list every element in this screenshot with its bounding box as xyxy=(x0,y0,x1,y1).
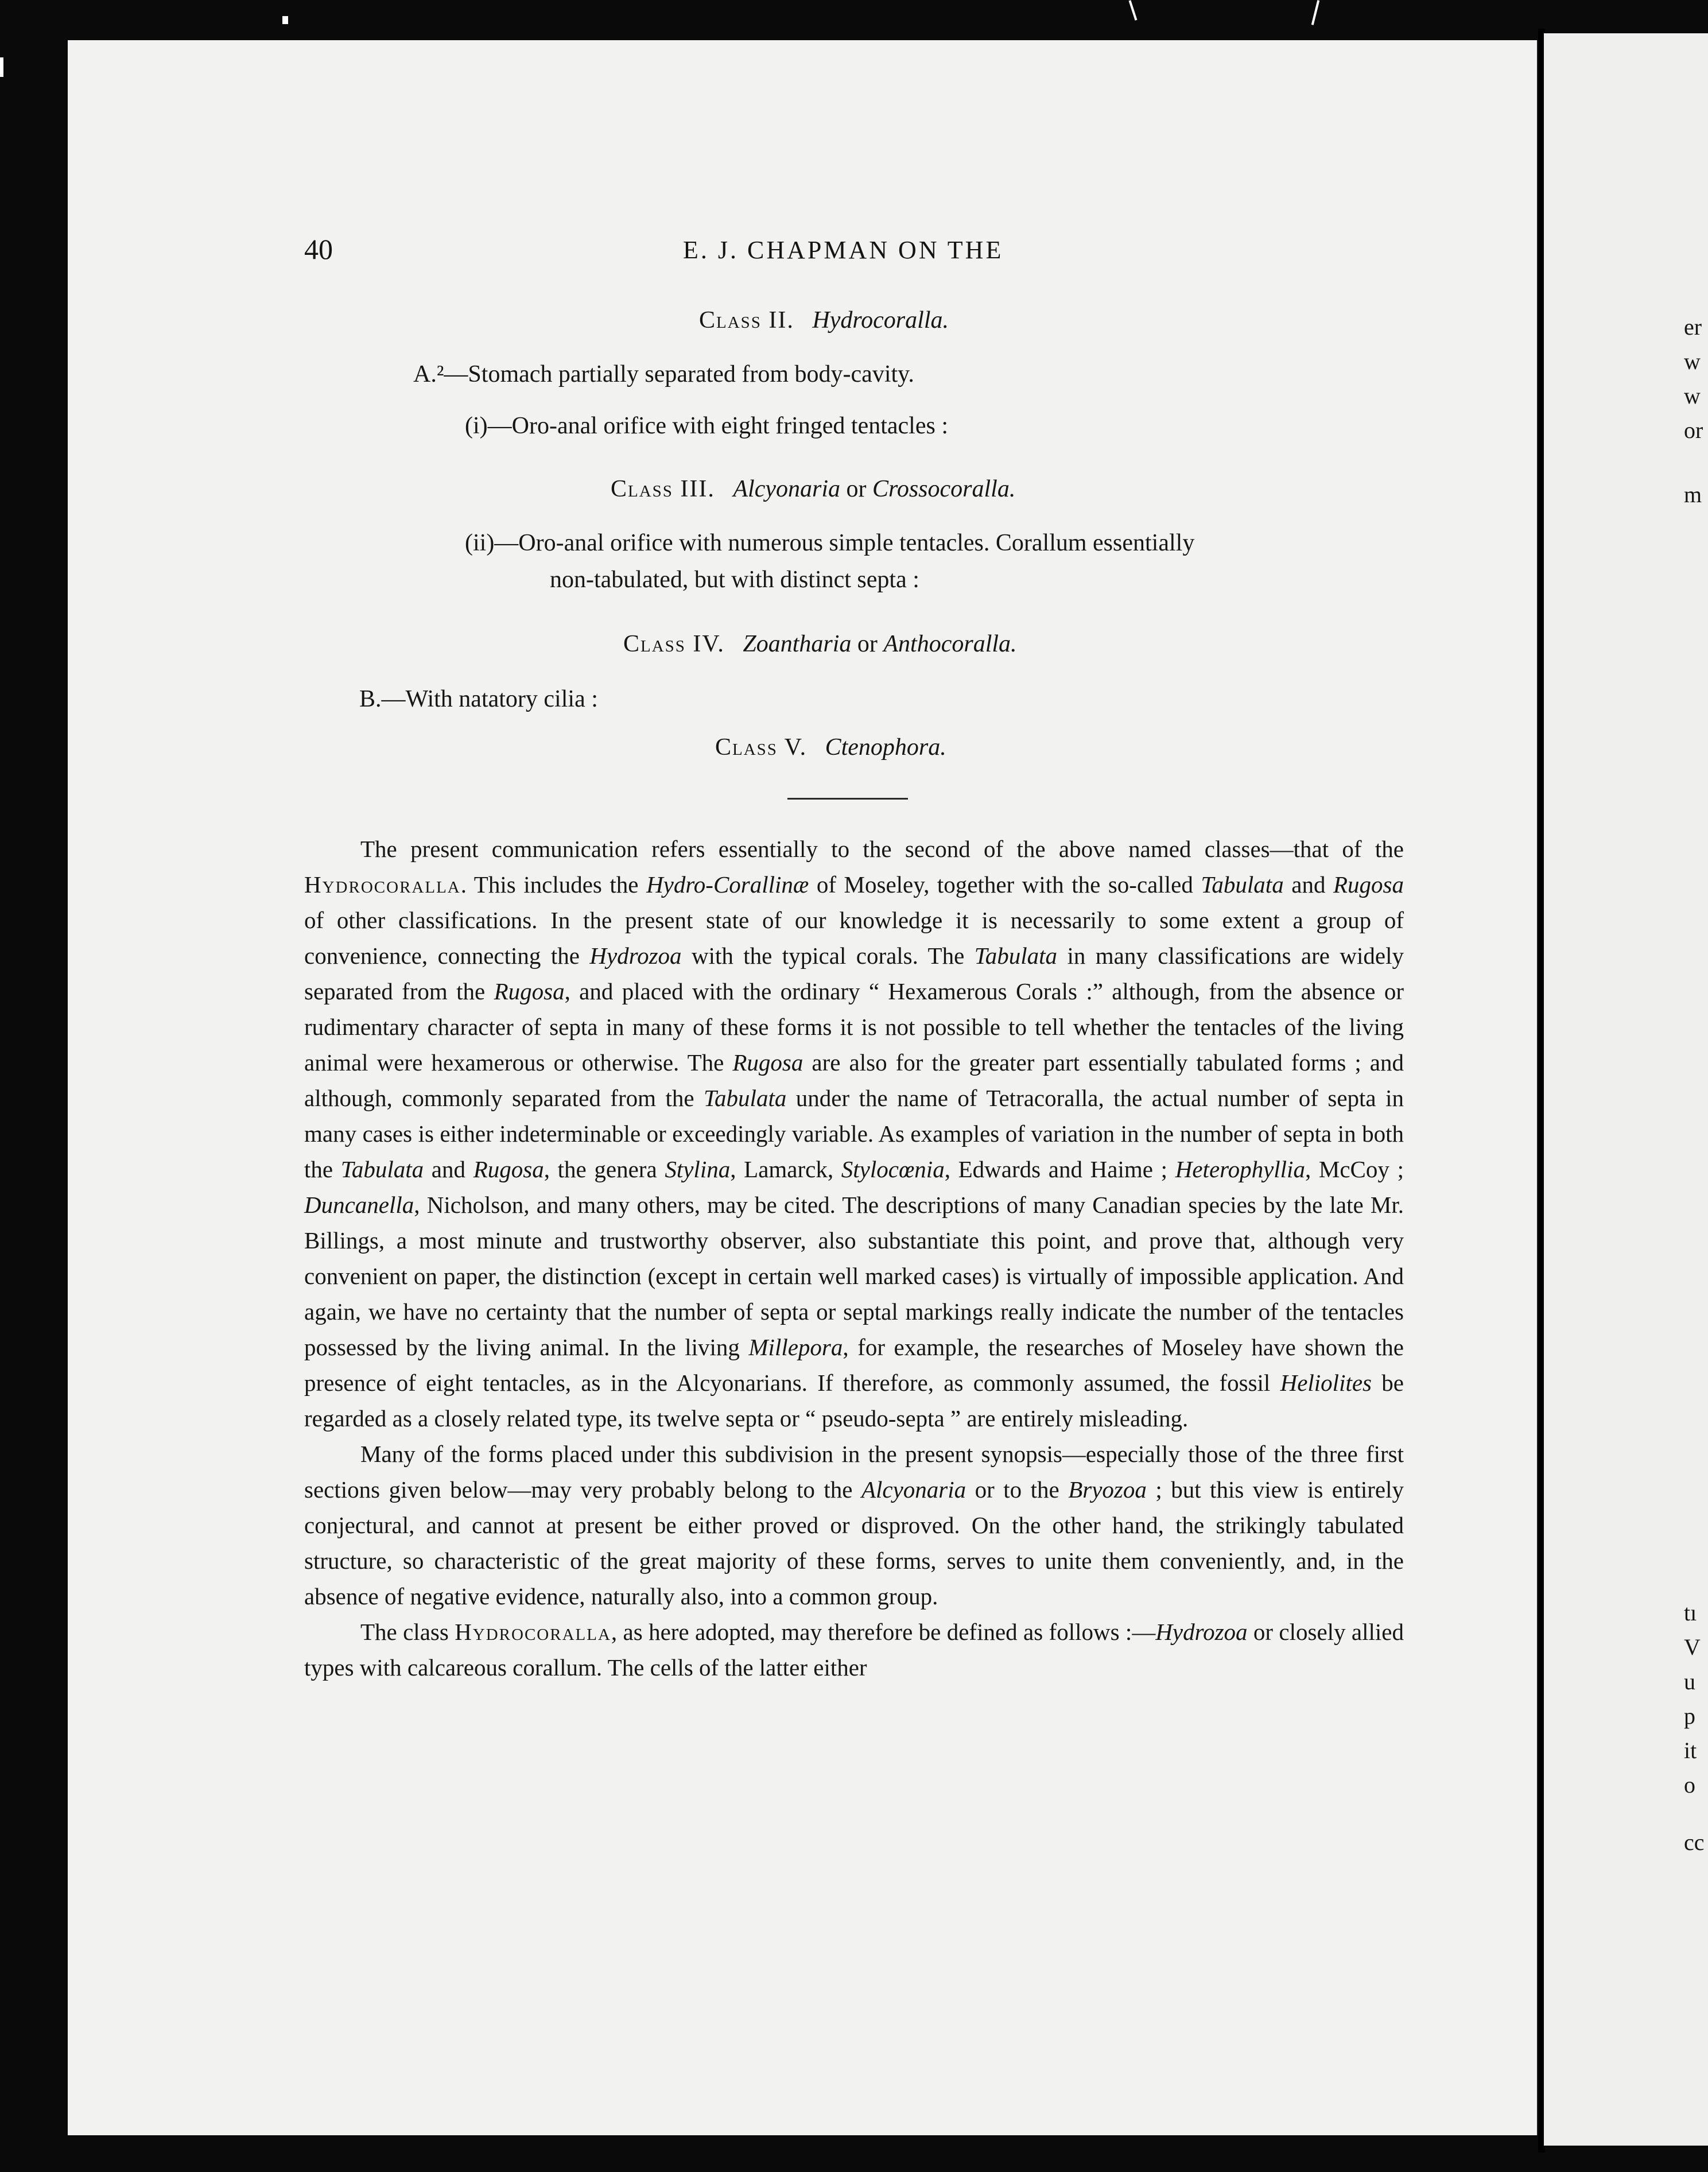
right-page-bottom-fragments xyxy=(1684,1596,1705,1860)
text-run: , Edwards and Haime ; xyxy=(944,1156,1175,1182)
fragment: m xyxy=(1684,482,1702,507)
paragraph-1 xyxy=(304,831,1404,1436)
term-rugosa: Rugosa xyxy=(1333,871,1404,898)
text-run: , and placed with the ordinary “ Hexamerous Corals :” although, from the absence or rudimentary character of septa in many of these forms it is not possible to tell whether the tentacles of the living animal were hexamerous or otherwise. The xyxy=(304,978,1404,1076)
fragment: or xyxy=(1684,417,1703,443)
fragment: it xyxy=(1684,1737,1697,1763)
term-alcyonaria: Alcyonaria xyxy=(861,1476,966,1503)
class-or: or xyxy=(846,476,867,502)
text-run: or to the xyxy=(966,1476,1069,1503)
text-run: . This includes the xyxy=(460,871,647,898)
body-text xyxy=(304,831,1404,1685)
scan-mark xyxy=(282,16,288,24)
text-run: with the typical corals. The xyxy=(681,943,975,969)
fragment: cc xyxy=(1684,1829,1705,1855)
text-run: or closely allied types with calcareous corallum. The cells of the latter either xyxy=(304,1619,1404,1681)
class-name: Hydrocoralla. xyxy=(812,307,949,333)
text-run: , Nicholson, and many others, may be cited. The descriptions of many Canadian species by the late Mr. Billings, a most minute and trustworthy observer, also substantiate this point, and prove that, although very convenient on paper, the distinction (except in certain well marked cases) is virtually of impossible application. And again, we have no certainty that the number of septa or septal markings really indicate the number of the tentacles possessed by the living animal. In the living xyxy=(304,1192,1404,1360)
class-2-heading xyxy=(699,303,949,338)
scan-mark xyxy=(0,57,3,77)
text-run: under the name of Tetracoralla, the actual number of septa in many cases is either indeterminable or exceedingly variable. As examples of variation in the number of septa in both the xyxy=(304,1085,1404,1182)
text-run: , McCoy ; xyxy=(1305,1156,1404,1182)
term-hydro-corallinae: Hydro-Corallinæ xyxy=(646,871,809,898)
fragment: p xyxy=(1684,1703,1695,1729)
paragraph-3 xyxy=(304,1614,1404,1685)
subdivision-ii-cont: non-tabulated, but with distinct septa : xyxy=(550,567,919,593)
subdivision-ii: (ii)—Oro-anal orifice with numerous simple tentacles. Corallum essentially xyxy=(465,530,1195,556)
term-rugosa: Rugosa xyxy=(732,1049,803,1076)
running-head xyxy=(304,232,1469,267)
term-hydrozoa: Hydrozoa xyxy=(1155,1619,1248,1645)
fragment: er xyxy=(1684,314,1702,340)
class-name: Zoantharia xyxy=(743,631,852,657)
term-tabulata: Tabulata xyxy=(974,943,1058,969)
right-page-top-fragments xyxy=(1684,310,1703,512)
class-4-heading xyxy=(623,627,1017,661)
division-a: A.²—Stomach partially separated from body-cavity. xyxy=(413,361,914,387)
term-stylina: Stylina xyxy=(665,1156,731,1182)
class-name: Alcyonaria xyxy=(733,476,841,502)
class-label: Class III. xyxy=(611,476,715,502)
text-run: are also for the greater part essentially tabulated forms ; and although, commonly separated from the xyxy=(304,1049,1404,1111)
term-heterophyllia: Heterophyllia xyxy=(1175,1156,1305,1182)
fragment: u xyxy=(1684,1669,1695,1694)
division-b: B.—With natatory cilia : xyxy=(359,686,598,712)
text-run: be regarded as a closely related type, its twelve septa or “ pseudo-septa ” are entirely misleading. xyxy=(304,1370,1404,1432)
text-run: ; but this view is entirely conjectural, and cannot at present be either proved or disproved. On the other hand, the strikingly tabulated structure, so characteristic of the great majority of these forms, serves to unite them conveniently, and, in the absence of negative evidence, naturally also, into a common group. xyxy=(304,1476,1404,1609)
text-run: and xyxy=(424,1156,473,1182)
paragraph-2 xyxy=(304,1436,1404,1614)
class-label: Class IV. xyxy=(623,631,725,657)
class-label: Class V. xyxy=(715,734,808,761)
text-run: , as here adopted, may therefore be defined as follows :— xyxy=(611,1619,1156,1645)
term-tabulata: Tabulata xyxy=(1201,871,1284,898)
term-bryozoa: Bryozoa xyxy=(1068,1476,1147,1503)
text-run: and xyxy=(1283,871,1334,898)
term-millepora: Millepora xyxy=(748,1334,843,1360)
term-rugosa: Rugosa xyxy=(473,1156,544,1182)
fragment: w xyxy=(1684,383,1701,409)
term-hydrocoralla: Hydrocoralla xyxy=(304,871,461,898)
fragment: w xyxy=(1684,348,1701,374)
text-run: , for example, the researches of Moseley have shown the presence of eight tentacles, as in the Alcyonarians. If therefore, as commonly assumed, the fossil xyxy=(304,1334,1404,1396)
class-3-heading xyxy=(611,472,1015,506)
text-run: of other classifications. In the present state of our knowledge it is necessarily to some extent a group of convenience, connecting the xyxy=(304,907,1404,969)
fragment: o xyxy=(1684,1772,1695,1798)
subdivision-i: (i)—Oro-anal orifice with eight fringed tentacles : xyxy=(465,413,949,439)
term-tabulata: Tabulata xyxy=(340,1156,424,1182)
scan-mark xyxy=(1311,0,1320,25)
term-duncanella: Duncanella xyxy=(304,1192,414,1218)
class-alt-name: Crossocoralla. xyxy=(872,476,1016,502)
fragment: tı xyxy=(1684,1600,1697,1626)
class-or: or xyxy=(857,631,878,657)
fragment: V xyxy=(1684,1634,1701,1660)
text-run: , Lamarck, xyxy=(730,1156,841,1182)
term-hydrocoralla: Hydrocoralla xyxy=(455,1619,611,1645)
term-hydrozoa: Hydrozoa xyxy=(589,943,682,969)
term-rugosa: Rugosa xyxy=(494,978,565,1004)
term-stylocoenia: Stylocœnia xyxy=(841,1156,945,1182)
text-run: , the genera xyxy=(544,1156,665,1182)
section-rule xyxy=(787,798,908,800)
class-alt-name: Anthocoralla. xyxy=(883,631,1017,657)
class-label: Class II. xyxy=(699,307,794,333)
text-run: The present communication refers essentially to the second of the above named classes—that of the xyxy=(360,836,1404,862)
text-run: Many of the forms placed under this subdivision in the present synopsis—especially those of the three first sections given below—may very probably belong to the xyxy=(304,1441,1404,1503)
term-tabulata: Tabulata xyxy=(704,1085,787,1111)
class-name: Ctenophora. xyxy=(825,734,946,761)
scan-mark xyxy=(1129,0,1138,20)
term-heliolites: Heliolites xyxy=(1280,1370,1372,1396)
text-run: in many classifications are widely separated from the xyxy=(304,943,1404,1004)
page-number: 40 xyxy=(304,233,333,265)
running-title: E. J. CHAPMAN ON THE xyxy=(683,236,1004,264)
text-run: The class xyxy=(360,1619,455,1645)
class-5-heading xyxy=(715,730,946,765)
text-run: of Moseley, together with the so-called xyxy=(809,871,1201,898)
